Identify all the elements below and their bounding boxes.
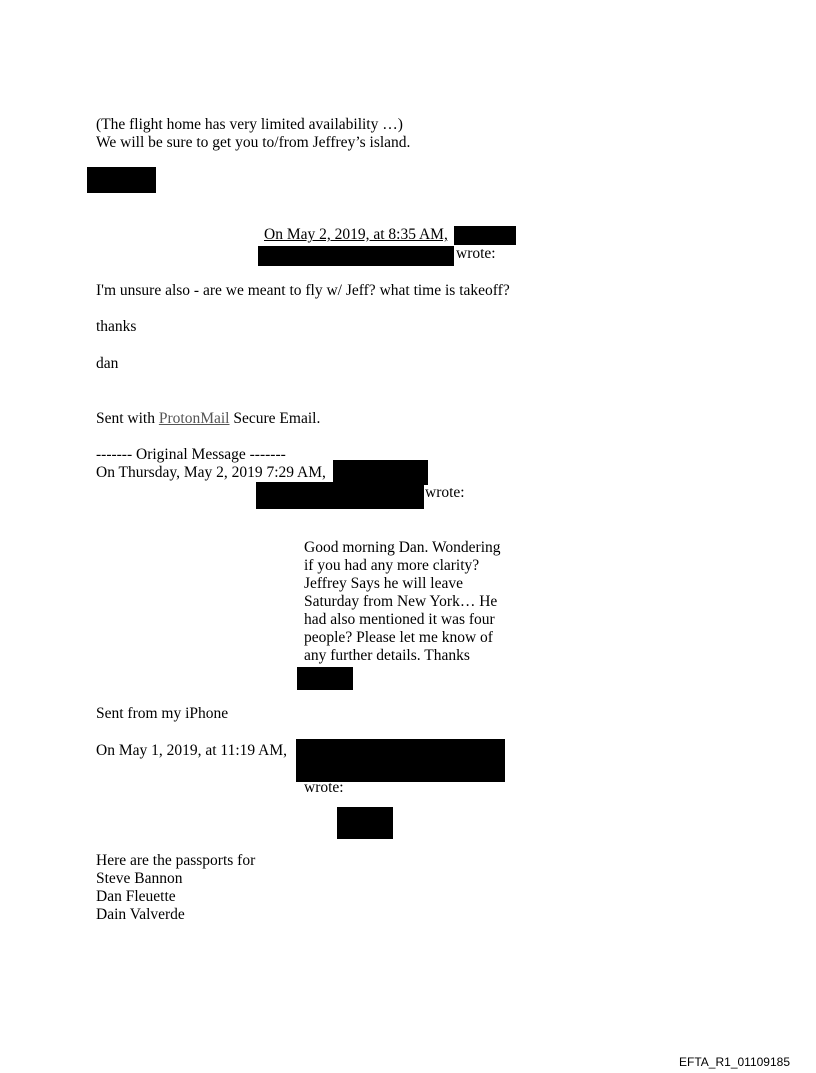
body-line: if you had any more clarity?: [304, 557, 480, 574]
passports-line: Dan Fleuette: [96, 888, 176, 905]
original-header: On Thursday, May 2, 2019 7:29 AM,: [96, 464, 326, 481]
sent-with-prefix: Sent with: [96, 410, 159, 427]
reply1-thanks: thanks: [96, 318, 137, 335]
sent-with-line: [96, 410, 320, 428]
document-id: EFTA_R1_01109185: [679, 1055, 790, 1069]
original-divider: ------- Original Message -------: [96, 446, 286, 463]
body-line: Jeffrey Says he will leave: [304, 575, 463, 592]
sent-with-suffix: Secure Email.: [229, 410, 321, 427]
protonmail-link[interactable]: ProtonMail: [158, 410, 230, 427]
intro-line-2: We will be sure to get you to/from Jeffrey’s island.: [96, 134, 411, 151]
iphone-header: On May 1, 2019, at 11:19 AM,: [96, 742, 288, 759]
reply1-body: I'm unsure also - are we meant to fly w/ Jeff? what time is takeoff?: [96, 282, 510, 299]
redaction-block: [337, 807, 393, 839]
original-body: [304, 539, 501, 665]
passports-line: Dain Valverde: [96, 906, 185, 923]
redaction-block: [454, 226, 516, 245]
redaction-block: [297, 667, 353, 690]
body-line: any further details. Thanks: [304, 647, 470, 664]
redaction-block: [296, 739, 505, 782]
redaction-block: [258, 246, 454, 266]
reply1-signoff: dan: [96, 355, 119, 372]
sent-from-iphone: Sent from my iPhone: [96, 705, 229, 722]
body-line: Good morning Dan. Wondering: [304, 539, 501, 556]
passports-block: [96, 852, 255, 924]
passports-line: Steve Bannon: [96, 870, 183, 887]
body-line: people? Please let me know of: [304, 629, 493, 646]
iphone-wrote: wrote:: [304, 779, 344, 796]
intro-line-1: (The flight home has very limited availability …): [96, 116, 403, 133]
passports-line: Here are the passports for: [96, 852, 256, 869]
body-line: had also mentioned it was four: [304, 611, 495, 628]
reply1-header: On May 2, 2019, at 8:35 AM,: [264, 226, 448, 243]
body-line: Saturday from New York… He: [304, 593, 498, 610]
reply1-wrote: wrote:: [456, 245, 496, 262]
redaction-block: [87, 167, 156, 193]
redaction-block: [256, 482, 424, 509]
original-wrote: wrote:: [425, 484, 465, 501]
